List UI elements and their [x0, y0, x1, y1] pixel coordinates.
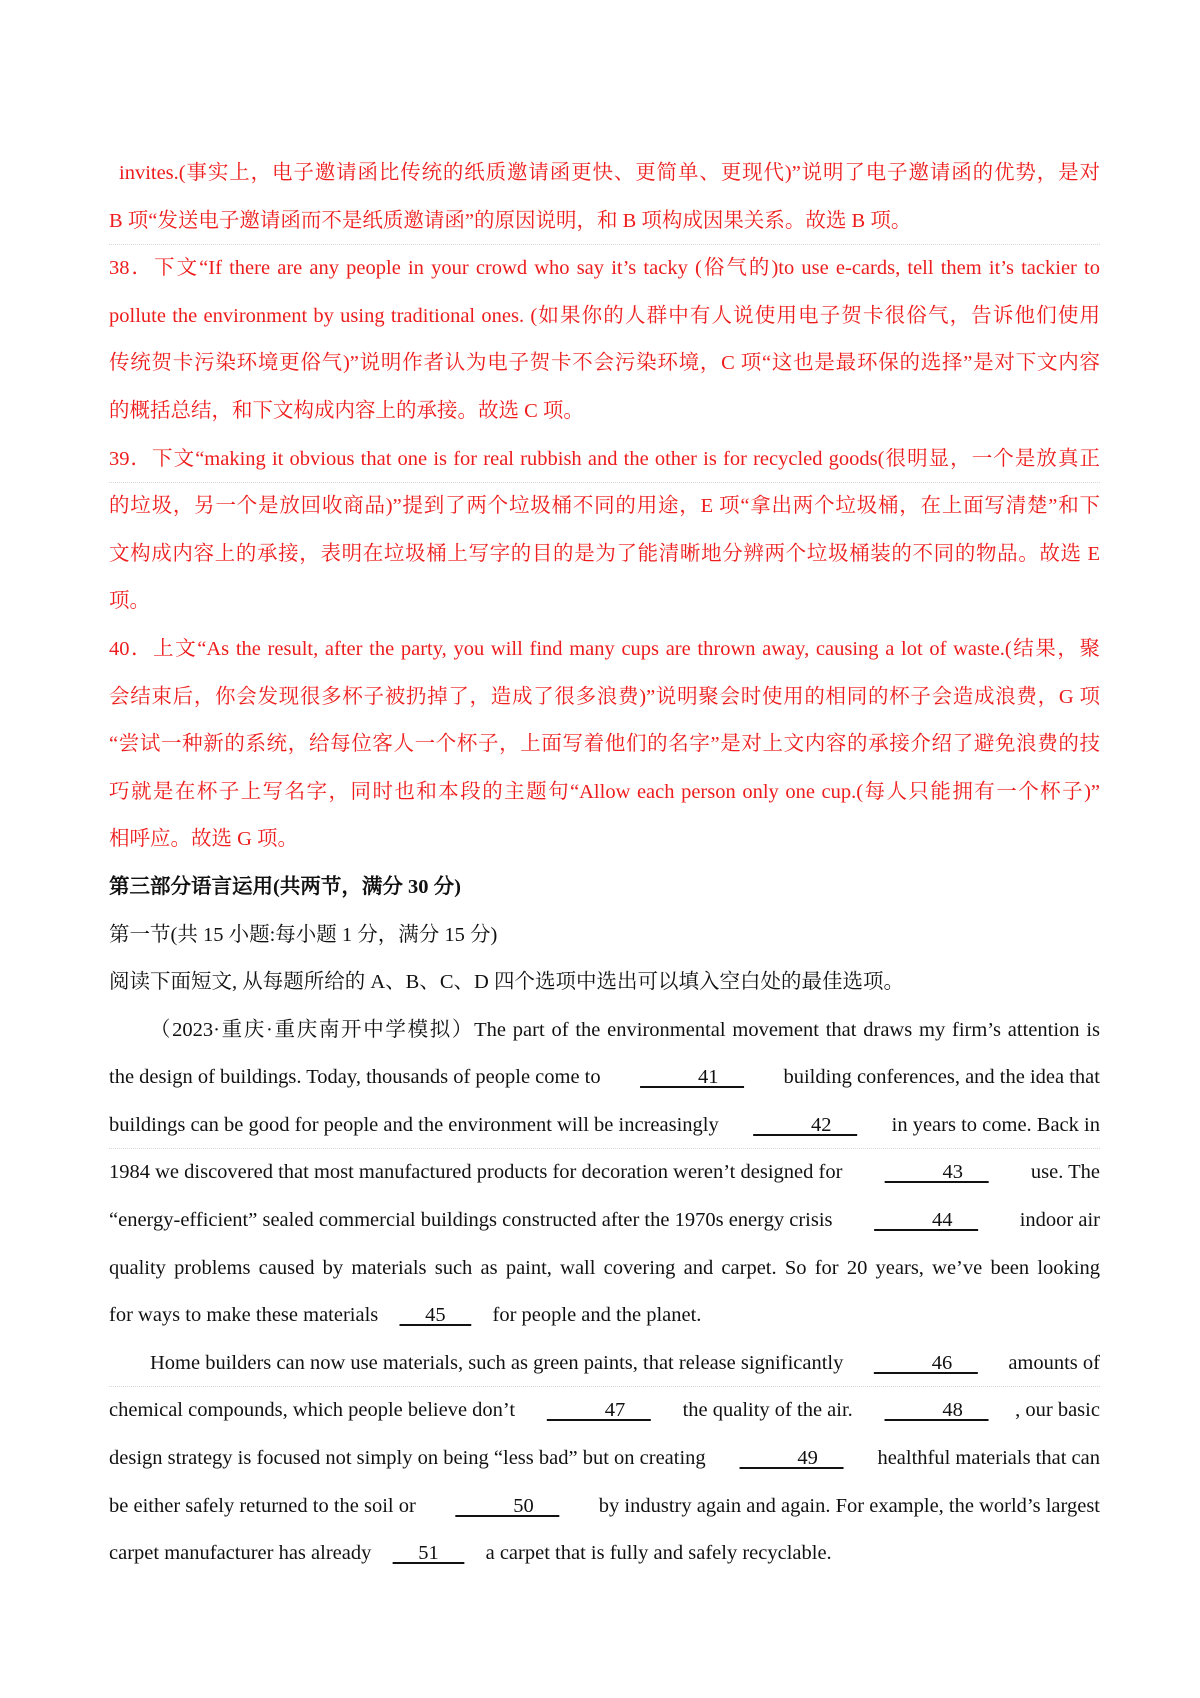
passage-line [109, 1387, 1100, 1435]
passage-text: “energy-efficient” sealed commercial buildings constructed after the 1970s energy crisis [109, 1209, 838, 1232]
blank-47: 47 [546, 1399, 651, 1422]
blank-43: 43 [884, 1161, 989, 1184]
passage-text: design strategy is focused not simply on being “less bad” but on creating [109, 1447, 711, 1470]
explanation-38-line: 传统贺卡污染环境更俗气)”说明作者认为电子贺卡不会污染环境，C 项“这也是最环保的选择”是对下文内容 [109, 352, 1100, 375]
passage-line [109, 1340, 1100, 1388]
passage-line [109, 1149, 1100, 1197]
explanation-38-line: pollute the environment by using traditional ones. (如果你的人群中有人说使用电子贺卡很俗气，告诉他们使用 [109, 304, 1100, 327]
passage-line [109, 1530, 1100, 1578]
passage-text: the quality of the air. [677, 1399, 858, 1422]
explanation-40-line: 会结束后，你会发现很多杯子被扔掉了，造成了很多浪费)”说明聚会时使用的相同的杯子会造成浪费，G 项 [109, 685, 1100, 708]
blank-48: 48 [884, 1399, 989, 1422]
passage-text: chemical compounds, which people believe don’t [109, 1399, 521, 1422]
passage-text: , our basic [1015, 1399, 1100, 1422]
passage-text: carpet manufacturer has already [109, 1542, 377, 1565]
document-page [109, 150, 1100, 1578]
explanation-39-line: 项。 [109, 590, 150, 613]
explanation-40-line: 40．上文“As the result, after the party, you will find many cups are thrown away, causing a lot of waste.(结果，聚 [109, 637, 1100, 660]
explanation-39-line: 文构成内容上的承接，表明在垃圾桶上写字的目的是为了能清晰地分辨两个垃圾桶装的不同的物品。故选 E [109, 542, 1100, 565]
passage-text: in years to come. Back in [886, 1113, 1100, 1136]
passage-line: quality problems caused by materials such as paint, wall covering and carpet. So for 20 years, we’ve been looking [109, 1256, 1100, 1279]
explanation-38-line: 的概括总结，和下文构成内容上的承接。故选 C 项。 [109, 399, 584, 422]
passage-text: by industry again and again. For example, the world’s largest [593, 1494, 1100, 1517]
passage-text: indoor air [1014, 1209, 1100, 1232]
explanation-line: invites.(事实上，电子邀请函比传统的纸质邀请函更快、更简单、更现代)”说明了电子邀请函的优势，是对 [119, 162, 1100, 184]
passage-text: buildings can be good for people and the environment will be increasingly [109, 1113, 724, 1136]
explanation-40-line: 巧就是在杯子上写名字，同时也和本段的主题句“Allow each person only one cup.(每人只能拥有一个杯子)” [109, 780, 1100, 803]
blank-42: 42 [753, 1113, 858, 1136]
blank-46: 46 [873, 1351, 978, 1374]
passage-line: （2023·重庆·重庆南开中学模拟）The part of the environmental movement that draws my firm’s attention is [150, 1018, 1100, 1041]
passage-line [109, 1054, 1100, 1102]
passage-text: for ways to make these materials [109, 1304, 384, 1327]
explanation-line: B 项“发送电子邀请函而不是纸质邀请函”的原因说明，和 B 项构成因果关系。故选 B 项。 [109, 198, 1100, 246]
passage-text: for people and the planet. [487, 1304, 702, 1327]
blank-44: 44 [874, 1209, 979, 1232]
passage-text: amounts of [1003, 1351, 1100, 1374]
passage-text: Home builders can now use materials, such as green paints, that release significantly [150, 1351, 849, 1374]
passage-line [109, 1197, 1100, 1245]
passage-line [109, 1435, 1100, 1483]
passage-text: a carpet that is fully and safely recyclable. [480, 1542, 832, 1565]
blank-49: 49 [739, 1447, 844, 1470]
section-heading: 第三部分语言运用(共两节，满分 30 分) [109, 875, 461, 898]
explanation-40-line: 相呼应。故选 G 项。 [109, 828, 299, 851]
blank-50: 50 [455, 1494, 560, 1517]
section-subheading: 第一节(共 15 小题:每小题 1 分，满分 15 分) [109, 923, 498, 946]
passage-text: 1984 we discovered that most manufactured products for decoration weren’t designed for [109, 1161, 848, 1184]
passage-text: be either safely returned to the soil or [109, 1494, 421, 1517]
explanation-40-line: “尝试一种新的系统，给每位客人一个杯子，上面写着他们的名字”是对上文内容的承接介绍了避免浪费的技 [109, 733, 1100, 756]
explanation-38-line: 38．下文“If there are any people in your crowd who say it’s tacky (俗气的)to use e-cards, tell them it’s tackier to [109, 257, 1100, 280]
section-instruction: 阅读下面短文, 从每题所给的 A、B、C、D 四个选项中选出可以填入空白处的最佳选项。 [109, 971, 904, 994]
blank-51: 51 [392, 1542, 465, 1565]
blank-41: 41 [640, 1066, 745, 1089]
passage-line [109, 1292, 1100, 1340]
blank-45: 45 [399, 1304, 472, 1327]
explanation-39-line: 的垃圾，另一个是放回收商品)”提到了两个垃圾桶不同的用途，E 项“拿出两个垃圾桶，在上面写清楚”和下 [109, 495, 1100, 518]
passage-text: healthful materials that can [872, 1447, 1100, 1470]
passage-text: building conferences, and the idea that [778, 1066, 1100, 1089]
passage-text: the design of buildings. Today, thousands of people come to [109, 1066, 606, 1089]
passage-line [109, 1102, 1100, 1150]
passage-line [109, 1483, 1100, 1531]
explanation-39-line: 39．下文“making it obvious that one is for real rubbish and the other is for recycled goods(很明显，一个是放真正 [109, 436, 1100, 484]
passage-text: use. The [1025, 1161, 1100, 1184]
